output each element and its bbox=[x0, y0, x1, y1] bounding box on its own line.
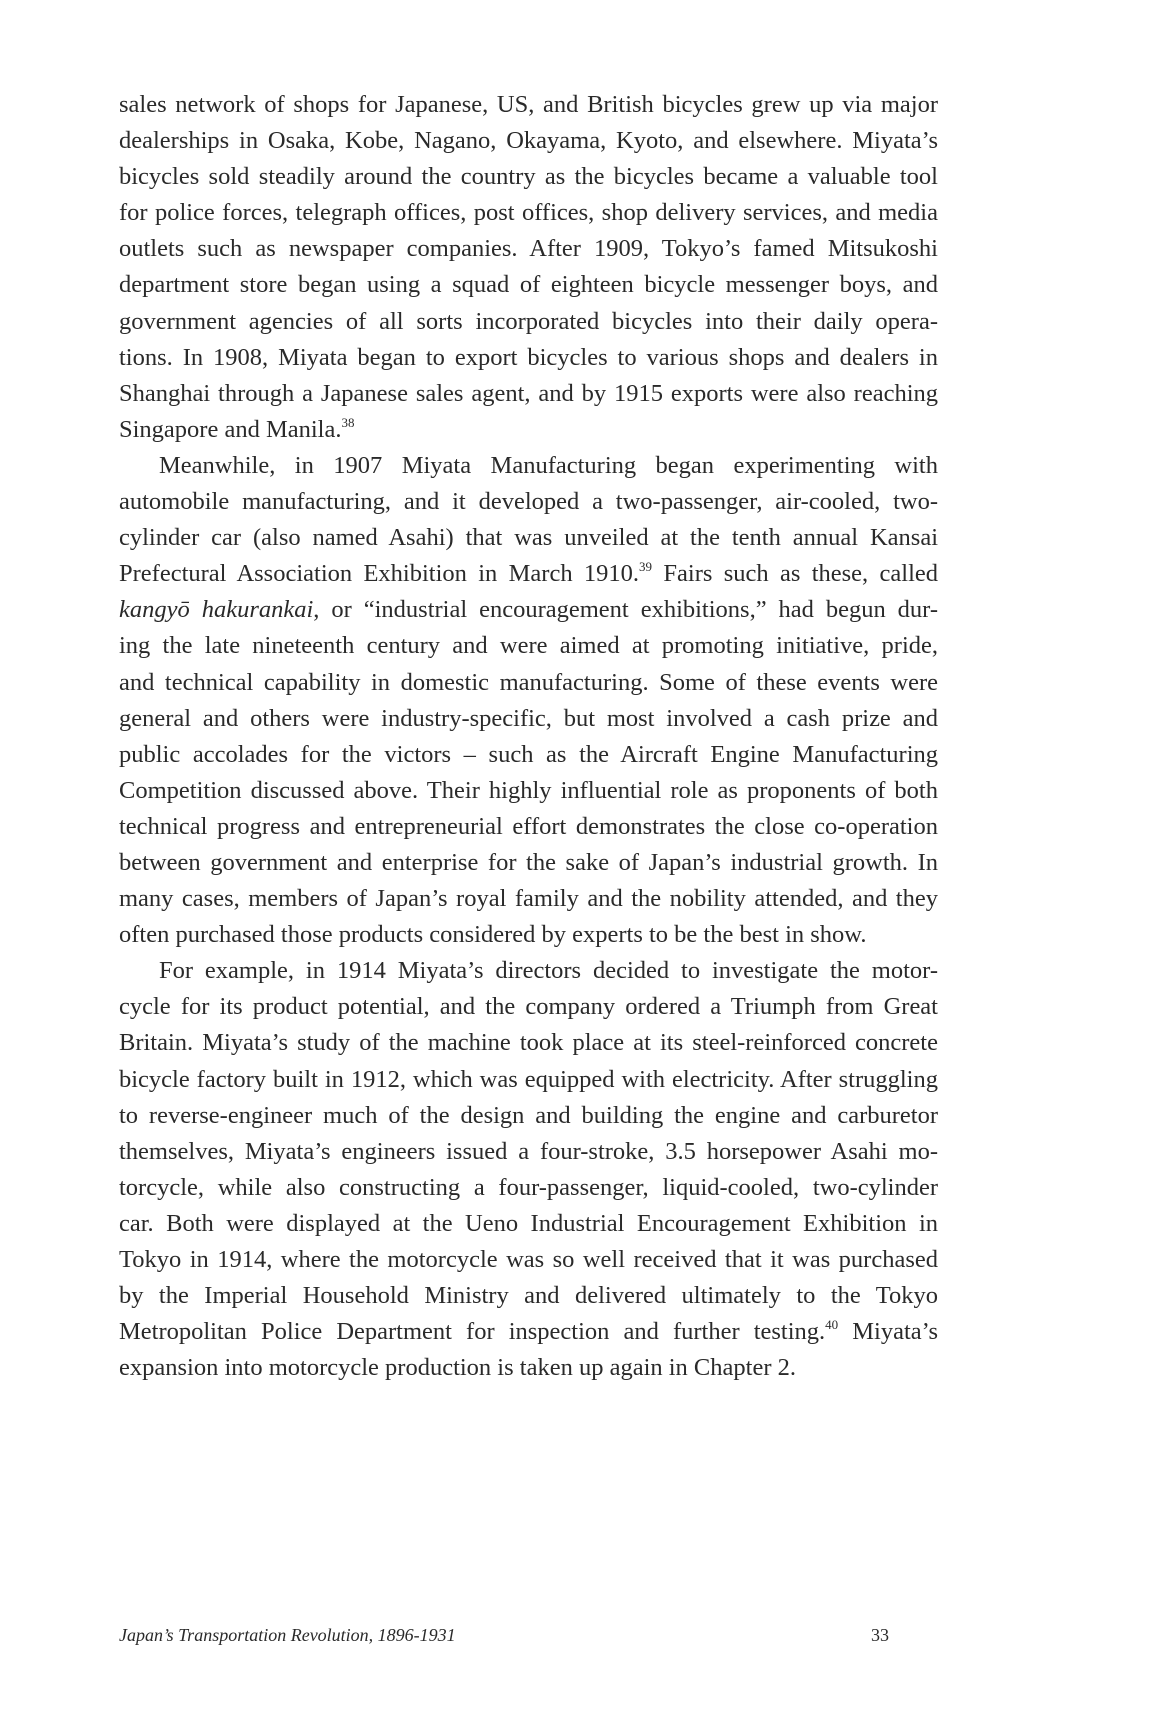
line-text bbox=[119, 1314, 938, 1350]
line-text: Shanghai through a Japanese sales agent, and by 1915 exports were also reaching bbox=[119, 379, 938, 407]
line-text: general and others were industry-specific, but most involved a cash prize and bbox=[119, 704, 938, 732]
line-text: dealerships in Osaka, Kobe, Nagano, Okayama, Kyoto, and elsewhere. Miyata’s bbox=[119, 127, 938, 155]
line-text: Competition discussed above. Their highly influential role as proponents of both bbox=[119, 776, 938, 804]
text-line bbox=[119, 159, 938, 195]
text-line bbox=[119, 881, 938, 917]
text-line bbox=[119, 809, 938, 845]
line-text: bicycles sold steadily around the country as the bicycles became a valuable tool bbox=[119, 163, 938, 191]
text-line bbox=[119, 1170, 938, 1206]
line-text: cylinder car (also named Asahi) that was unveiled at the tenth annual Kansai bbox=[119, 524, 938, 552]
line-text: department store began using a squad of eighteen bicycle messenger boys, and bbox=[119, 271, 938, 299]
line-text: tions. In 1908, Miyata began to export bicycles to various shops and dealers in bbox=[119, 343, 938, 371]
line-text: often purchased those products considered by experts to be the best in show. bbox=[119, 921, 867, 949]
text-line bbox=[119, 484, 938, 520]
text-line bbox=[119, 1314, 938, 1350]
text-line bbox=[119, 917, 938, 953]
paragraph-2 bbox=[119, 448, 938, 953]
paragraph-3 bbox=[119, 953, 938, 1386]
line-text: , or “industrial encouragement exhibitions,” had begun dur- bbox=[313, 596, 938, 624]
text-line bbox=[119, 123, 938, 159]
line-text: Metropolitan Police Department for inspection and further testing. bbox=[119, 1318, 826, 1346]
italic-term: kangyō hakurankai bbox=[119, 596, 314, 624]
line-text bbox=[119, 592, 938, 628]
line-text: Prefectural Association Exhibition in March 1910. bbox=[119, 560, 640, 588]
text-line bbox=[119, 592, 938, 628]
line-text: outlets such as newspaper companies. After 1909, Tokyo’s famed Mitsukoshi bbox=[119, 235, 938, 263]
text-line bbox=[119, 773, 938, 809]
text-line bbox=[119, 87, 938, 123]
line-text: automobile manufacturing, and it developed a two-passenger, air-cooled, two- bbox=[119, 488, 938, 516]
line-text: government agencies of all sorts incorporated bicycles into their daily opera- bbox=[119, 307, 938, 335]
line-text: Britain. Miyata’s study of the machine took place at its steel-reinforced concrete bbox=[119, 1029, 938, 1057]
text-line bbox=[119, 1242, 938, 1278]
text-line bbox=[119, 1062, 938, 1098]
page-body bbox=[119, 87, 938, 1386]
line-text: bicycle factory built in 1912, which was equipped with electricity. After struggling bbox=[119, 1065, 938, 1093]
line-text: car. Both were displayed at the Ueno Industrial Encouragement Exhibition in bbox=[119, 1209, 938, 1237]
footnote-ref-38[interactable]: 38 bbox=[341, 414, 355, 430]
text-line bbox=[119, 231, 938, 267]
text-line bbox=[119, 376, 938, 412]
text-line bbox=[119, 556, 938, 592]
paragraph-1 bbox=[119, 87, 938, 448]
text-line bbox=[119, 304, 938, 340]
page-number: 33 bbox=[871, 1625, 889, 1645]
text-line bbox=[119, 340, 938, 376]
text-line bbox=[119, 953, 938, 989]
text-line bbox=[119, 1134, 938, 1170]
line-text bbox=[119, 412, 938, 448]
text-line bbox=[119, 628, 938, 664]
line-text: by the Imperial Household Ministry and delivered ultimately to the Tokyo bbox=[119, 1282, 938, 1310]
text-line bbox=[119, 1025, 938, 1061]
text-line bbox=[119, 1098, 938, 1134]
line-text: technical progress and entrepreneurial effort demonstrates the close co-operation bbox=[119, 812, 938, 840]
text-line bbox=[119, 412, 938, 448]
footnote-ref-39[interactable]: 39 bbox=[639, 559, 653, 575]
line-text: many cases, members of Japan’s royal family and the nobility attended, and they bbox=[119, 885, 938, 913]
text-line bbox=[119, 1206, 938, 1242]
line-text: For example, in 1914 Miyata’s directors decided to investigate the motor- bbox=[159, 957, 938, 985]
line-text: for police forces, telegraph offices, post offices, shop delivery services, and media bbox=[119, 199, 938, 227]
footnote-ref-40[interactable]: 40 bbox=[825, 1317, 839, 1333]
text-line bbox=[119, 195, 938, 231]
line-text: Meanwhile, in 1907 Miyata Manufacturing began experimenting with bbox=[159, 451, 938, 479]
line-text bbox=[119, 556, 938, 592]
running-title: Japan’s Transportation Revolution, 1896-1931 bbox=[119, 1625, 456, 1645]
text-line bbox=[119, 665, 938, 701]
text-line bbox=[119, 737, 938, 773]
line-text: Singapore and Manila. bbox=[119, 415, 342, 443]
line-text: Fairs such as these, called bbox=[652, 560, 938, 588]
line-text: and technical capability in domestic manufacturing. Some of these events were bbox=[119, 668, 938, 696]
line-text: between government and enterprise for the sake of Japan’s industrial growth. In bbox=[119, 848, 938, 876]
line-text: sales network of shops for Japanese, US, and British bicycles grew up via major bbox=[119, 91, 938, 118]
line-text: public accolades for the victors – such as the Aircraft Engine Manufacturing bbox=[119, 740, 938, 768]
line-text: Miyata’s bbox=[838, 1318, 938, 1346]
text-line bbox=[119, 989, 938, 1025]
text-line bbox=[119, 267, 938, 303]
line-text: torcycle, while also constructing a four-passenger, liquid-cooled, two-cylinder bbox=[119, 1173, 938, 1201]
text-line bbox=[119, 1350, 938, 1386]
line-text: ing the late nineteenth century and were aimed at promoting initiative, pride, bbox=[119, 632, 938, 660]
line-text: expansion into motorcycle production is taken up again in Chapter 2. bbox=[119, 1354, 796, 1382]
text-line bbox=[119, 520, 938, 556]
text-line bbox=[119, 1278, 938, 1314]
text-line bbox=[119, 448, 938, 484]
line-text: cycle for its product potential, and the company ordered a Triumph from Great bbox=[119, 993, 938, 1021]
line-text: Tokyo in 1914, where the motorcycle was so well received that it was purchased bbox=[119, 1246, 938, 1273]
text-line bbox=[119, 845, 938, 881]
line-text: themselves, Miyata’s engineers issued a four-stroke, 3.5 horsepower Asahi mo- bbox=[119, 1137, 938, 1165]
line-text: to reverse-engineer much of the design and building the engine and carburetor bbox=[119, 1101, 938, 1129]
text-line bbox=[119, 701, 938, 737]
